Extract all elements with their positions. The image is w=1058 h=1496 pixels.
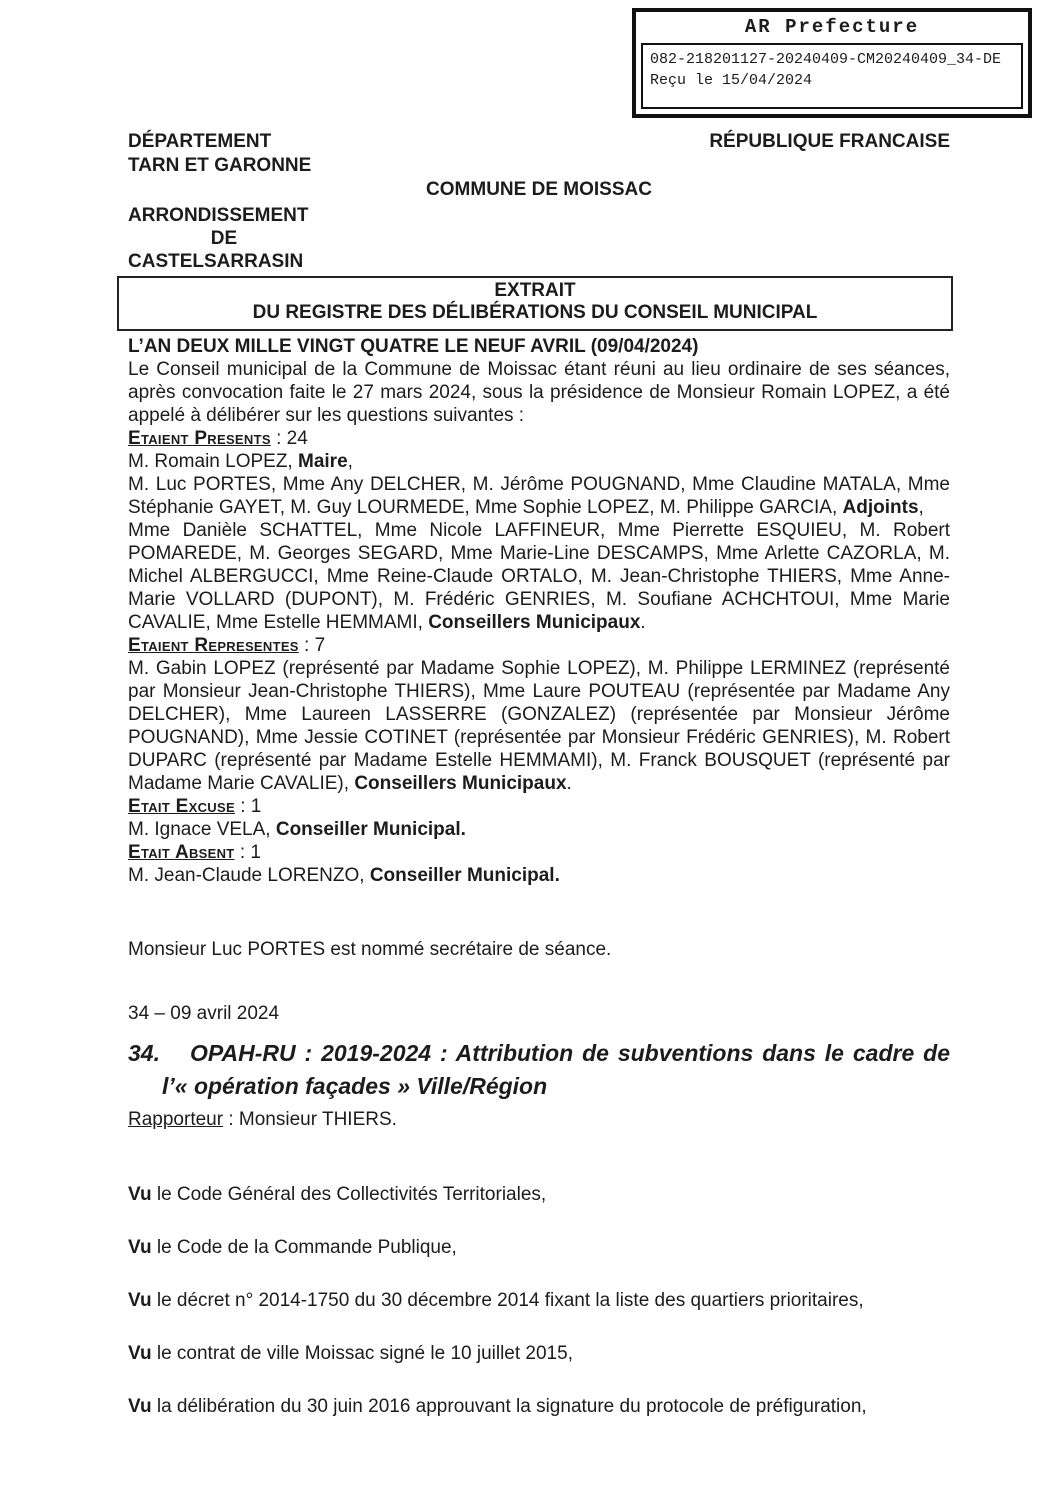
prefecture-stamp [632,8,1032,118]
representes-paragraph [128,657,950,795]
maire-role: Maire [298,451,348,472]
extrait-title-box [117,276,953,331]
adjoints-paragraph [128,473,950,519]
representes-role: Conseillers Municipaux [354,773,567,794]
vu-item [128,1395,950,1418]
rapporteur-line [128,1109,950,1131]
vu-lead: Vu [128,1396,152,1417]
deliberation-title-block [128,1037,950,1103]
document-content [128,130,950,1448]
rapporteur-value: : Monsieur THIERS. [223,1109,397,1130]
department-block [128,130,311,178]
vu-lead: Vu [128,1343,152,1364]
representes-heading [128,634,950,657]
extrait-line2: DU REGISTRE DES DÉLIBÉRATIONS DU CONSEIL MUNICIPAL [252,302,818,323]
conseillers-paragraph [128,519,950,634]
absent-line [128,864,950,887]
excuse-name: M. Ignace VELA, [128,819,276,840]
session-body [128,335,950,887]
header-row [128,130,950,178]
vu-lead: Vu [128,1237,152,1258]
vu-item [128,1289,950,1312]
maire-name: M. Romain LOPEZ, [128,451,298,472]
deliberation-reference: 34 – 09 avril 2024 [128,1003,280,1024]
adjoints-suffix: , [918,497,924,518]
vu-item [128,1183,950,1206]
representes-suffix: . [566,773,572,794]
excuse-role: Conseiller Municipal. [275,819,466,840]
arrondissement-name: CASTELSARRASIN [128,251,304,272]
vu-section [128,1183,950,1418]
vu-text: le Code de la Commande Publique, [151,1237,457,1258]
representes-count: : 7 [298,635,326,656]
stamp-details [641,43,1023,109]
absent-role: Conseiller Municipal. [369,865,560,886]
vu-text: la délibération du 30 juin 2016 approuvant la signature du protocole de préfiguration, [151,1396,867,1417]
absent-name: M. Jean-Claude LORENZO, [128,865,370,886]
excuse-label: Etait Excuse [128,796,235,817]
commune-label: COMMUNE DE MOISSAC [426,179,652,200]
stamp-title: AR Prefecture [744,16,920,38]
adjoints-names: M. Luc PORTES, Mme Any DELCHER, M. Jérôme POUGNAND, Mme Claudine MATALA, Mme Stéphanie GAYET, M. Guy LOURMEDE, Mme Sophie LOPEZ, M. Philippe GARCIA, [128,474,950,518]
absent-label: Etait Absent [128,842,235,863]
rapporteur-label: Rapporteur [128,1109,224,1130]
vu-text: le contrat de ville Moissac signé le 10 juillet 2015, [151,1343,573,1364]
vu-lead: Vu [128,1290,152,1311]
maire-line [128,450,950,473]
session-intro: Le Conseil municipal de la Commune de Moissac étant réuni au lieu ordinaire de ses séances, après convocation faite le 27 mars 2024, sous la présidence de Monsieur Romain LOPEZ, a été appelé à délibérer sur les questions suivantes : [128,359,950,426]
representes-label: Etaient Representes [128,635,299,656]
arrondissement-label: ARRONDISSEMENT [128,205,309,226]
presents-label: Etaient Presents [128,428,271,449]
vu-item [128,1342,950,1365]
conseillers-role: Conseillers Municipaux [428,612,641,633]
arrondissement-block [128,204,320,273]
vu-lead: Vu [128,1184,152,1205]
vu-item [128,1236,950,1259]
session-date-line: L’AN DEUX MILLE VINGT QUATRE LE NEUF AVRIL (09/04/2024) [128,336,699,357]
vu-text: le décret n° 2014-1750 du 30 décembre 2014 fixant la liste des quartiers prioritaires, [151,1290,864,1311]
presents-count: : 24 [270,428,308,449]
vu-text: le Code Général des Collectivités Territoriales, [151,1184,547,1205]
excuse-count: : 1 [234,796,262,817]
stamp-received-date: Reçu le 15/04/2024 [650,72,813,89]
arrondissement-de: DE [210,228,238,249]
conseillers-suffix: . [640,612,646,633]
deliberation-title: OPAH-RU : 2019-2024 : Attribution de subventions dans le cadre de l’« opération façades » Ville/Région [162,1040,950,1099]
republic-label: RÉPUBLIQUE FRANCAISE [709,131,950,152]
secretary-line: Monsieur Luc PORTES est nommé secrétaire de séance. [128,939,612,960]
excuse-heading [128,795,950,818]
stamp-reference: 082-218201127-20240409-CM20240409_34-DE [650,51,1002,68]
absent-count: : 1 [234,842,261,863]
maire-suffix: , [347,451,353,472]
representes-names: M. Gabin LOPEZ (représenté par Madame Sophie LOPEZ), M. Philippe LERMINEZ (représenté par Monsieur Jean-Christophe THIERS), Mme Laure POUTEAU (représentée par Madame Any DELCHER), Mme Laureen LASSERRE (GONZALEZ) (représentée par Monsieur Jérôme POUGNAND), Mme Jessie COTINET (représentée par Monsieur Frédéric GENRIES), M. Robert DUPARC (représenté par Madame Estelle HEMMAMI), M. Franck BOUSQUET (représenté par Madame Marie CAVALIE), [128,658,950,794]
extrait-line1: EXTRAIT [494,280,576,301]
adjoints-role: Adjoints [842,497,919,518]
deliberation-number: 34. [128,1040,160,1066]
department-name: TARN ET GARONNE [128,155,312,176]
absent-heading [128,841,950,864]
excuse-line [128,818,950,841]
conseillers-names: Mme Danièle SCHATTEL, Mme Nicole LAFFINEUR, Mme Pierrette ESQUIEU, M. Robert POMAREDE, M. Georges SEGARD, Mme Marie-Line DESCAMPS, Mme Arlette CAZORLA, M. Michel ALBERGUCCI, Mme Reine-Claude ORTALO, M. Jean-Christophe THIERS, Mme Anne-Marie VOLLARD (DUPONT), M. Frédéric GENRIES, M. Soufiane ACHCHTOUI, Mme Marie CAVALIE, Mme Estelle HEMMAMI, [128,520,950,633]
presents-heading [128,427,950,450]
department-label: DÉPARTEMENT [128,131,272,152]
